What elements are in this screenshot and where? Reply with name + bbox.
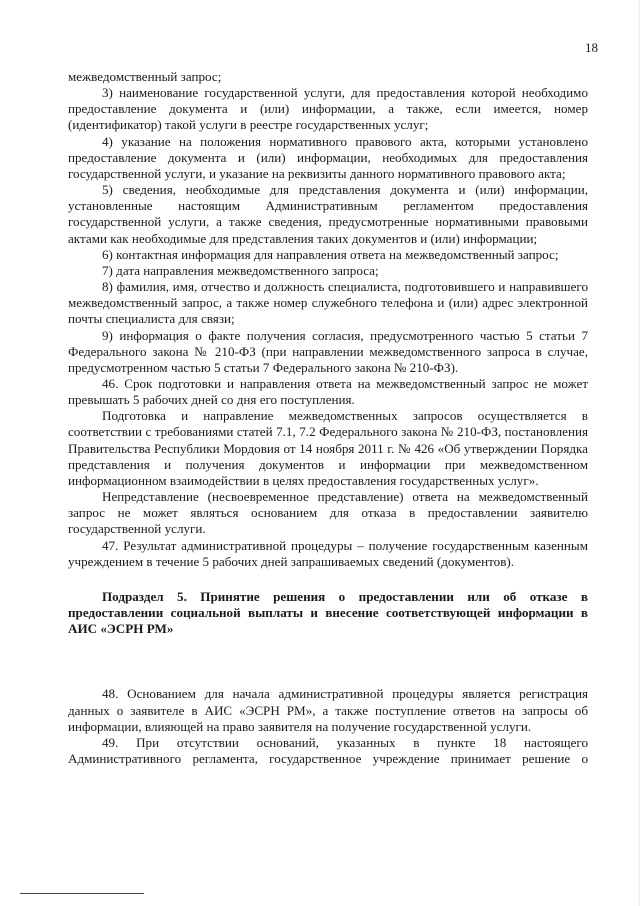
paragraph: межведомственный запрос;	[68, 69, 222, 84]
paragraph: Подготовка и направление межведомственных запросов осуществляется в соответствии с требованиями статей 7.1, 7.2 Федерального закона № 210-ФЗ, постановления Правительства Республики Мордовия от 14 ноября 2011 г. № 426 «Об утверждении Порядка представления и получения документов и информации при межведомственном информационном взаимодействии в целях предоставления государственных услуг».	[68, 408, 588, 488]
page-number: 18	[585, 40, 598, 55]
section-after-heading	[68, 686, 588, 767]
footer-rule	[20, 893, 144, 894]
paragraph: 47. Результат административной процедуры – получение государственным казенным учреждением в течение 5 рабочих дней запрашиваемых сведений (документов).	[68, 537, 588, 569]
paragraph: 49. При отсутствии оснований, указанных в пункте 18 настоящего Административного регламента, государственное учреждение принимает решение о	[68, 734, 588, 767]
paragraph: 3) наименование государственной услуги, для предоставления которой необходимо предоставление документа и (или) информации, а также, если имеется, номер (идентификатор) такой услуги в реестре государственных услуг;	[68, 85, 588, 133]
paragraph: 46. Срок подготовки и направления ответа на межведомственный запрос не может превышать 5 рабочих дней со дня его поступления.	[68, 375, 588, 408]
subsection-heading: Подраздел 5. Принятие решения о предоставлении или об отказе в предоставлении социальной выплаты и внесение соответствующей информации в АИС «ЭСРН РМ»	[68, 588, 588, 637]
paragraph: 6) контактная информация для направления ответа на межведомственный запрос;	[102, 246, 559, 262]
paragraph: 5) сведения, необходимые для представления документа и (или) информации, установленные настоящим Административным регламентом предоставления государственной услуги, а также сведения, предусмотренные нормативными правовыми актами как необходимые для представления таких документов и (или) информации;	[68, 182, 588, 246]
document-body	[68, 69, 588, 767]
section-before-heading	[68, 69, 588, 570]
paragraph: 48. Основанием для начала административной процедуры является регистрация данных о заявителе в АИС «ЭСРН РМ», а также поступление ответов на запросы об информации, влияющей на право заявителя на получение государственной услуги.	[68, 686, 588, 734]
paragraph: 8) фамилия, имя, отчество и должность специалиста, подготовившего и направившего межведомственный запрос, а также номер служебного телефона и (или) адрес электронной почты специалиста для связи;	[68, 279, 588, 327]
paragraph: 9) информация о факте получения согласия, предусмотренного частью 5 статьи 7 Федерального закона № 210-ФЗ (при направлении межведомственного запроса в случае, предусмотренном частью 5 статьи 7 Федерального закона № 210-ФЗ).	[68, 327, 588, 375]
paragraph: 4) указание на положения нормативного правового акта, которыми установлено предоставление документа и (или) информации, необходимых для предоставления государственной услуги, и указание на реквизиты данного нормативного правового акта;	[68, 133, 588, 181]
paragraph: 7) дата направления межведомственного запроса;	[102, 262, 379, 278]
paragraph: Непредставление (несвоевременное представление) ответа на межведомственный запрос не может являться основанием для отказа в предоставлении заявителю государственной услуги.	[68, 489, 588, 537]
